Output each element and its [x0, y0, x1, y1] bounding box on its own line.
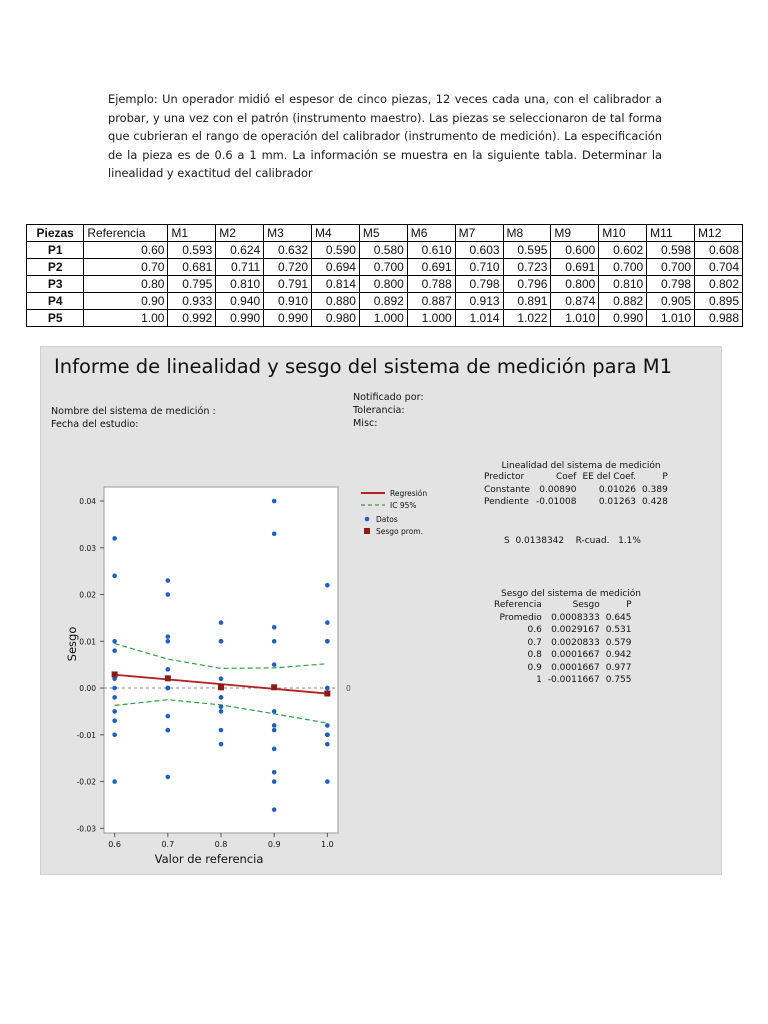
legend-swatch-sesgo [364, 528, 370, 534]
data-point [219, 704, 224, 709]
data-point [166, 775, 171, 780]
column-header: M7 [455, 225, 503, 242]
data-point [166, 634, 171, 639]
data-point [272, 709, 277, 714]
x-tick-label: 0.8 [214, 840, 228, 849]
bias-cell: 0.977 [605, 662, 632, 673]
table-cell: 0.980 [312, 310, 360, 327]
linearity-cell: 0.389 [642, 484, 668, 495]
data-point [219, 620, 224, 625]
column-header: M11 [647, 225, 695, 242]
y-tick-label: 0.00 [79, 684, 96, 694]
table-cell: 0.990 [599, 310, 647, 327]
meta-system-name: Nombre del sistema de medición : [51, 406, 216, 417]
table-row [27, 276, 743, 293]
table-cell: 0.602 [599, 242, 647, 259]
column-header: Referencia [84, 225, 168, 242]
data-point [112, 536, 117, 541]
table-cell: 0.895 [695, 293, 743, 310]
data-point [219, 695, 224, 700]
column-header: M4 [312, 225, 360, 242]
avg-bias-marker [165, 675, 171, 681]
table-cell: 0.990 [264, 310, 312, 327]
data-point [219, 676, 224, 681]
meta-study-date: Fecha del estudio: [51, 419, 139, 430]
table-cell: 0.796 [503, 276, 551, 293]
data-point [166, 592, 171, 597]
linearity-cell: 0.428 [642, 497, 668, 507]
data-point [166, 639, 171, 644]
linearity-cell: 0.01263 [598, 497, 637, 507]
data-point [112, 574, 117, 579]
table-cell: 0.691 [551, 259, 599, 276]
table-cell: 0.590 [312, 242, 360, 259]
y-axis-label: Sesgo [65, 626, 79, 662]
data-point [272, 779, 277, 784]
column-header: M1 [168, 225, 216, 242]
legend-swatch-datos [365, 517, 370, 522]
linearity-header: EE del Coef. [582, 472, 637, 482]
meta-reported-by: Notificado por: [353, 392, 424, 403]
table-header-row [27, 225, 743, 242]
bias-header: Sesgo [572, 600, 600, 610]
report-title: Informe de linealidad y sesgo del sistema de medición para M1 [54, 355, 673, 378]
rsq-value: 1.1% [618, 536, 641, 546]
table-cell: 0.791 [264, 276, 312, 293]
linearity-stats [481, 461, 681, 509]
column-header: M12 [695, 225, 743, 242]
avg-bias-marker [112, 671, 118, 677]
data-point [219, 728, 224, 733]
x-tick-label: 0.6 [108, 840, 122, 849]
x-tick-label: 1.0 [320, 840, 334, 849]
table-cell: 0.990 [216, 310, 264, 327]
legend-label-ic95: IC 95% [390, 501, 417, 510]
table-cell: 1.000 [359, 310, 407, 327]
y-tick-label: 0.04 [79, 497, 96, 507]
data-point [325, 779, 330, 784]
data-point [166, 667, 171, 672]
bias-cell: Promedio [499, 612, 542, 623]
meta-misc: Misc: [353, 418, 378, 429]
table-cell: 0.632 [264, 242, 312, 259]
linearity-row [481, 484, 671, 497]
bias-cell: 0.755 [605, 675, 632, 685]
linearity-header-row [481, 471, 671, 484]
data-point [112, 718, 117, 723]
table-cell: 0.608 [695, 242, 743, 259]
table-cell: 1.000 [407, 310, 455, 327]
linearity-cell: Constante [484, 484, 530, 495]
table-cell: 0.694 [312, 259, 360, 276]
table-row [27, 310, 743, 327]
intro-paragraph: Ejemplo: Un operador midió el espesor de cinco piezas, 12 veces cada una, con el calibrador a probar, y una vez con el patrón (instrumento maestro). Las piezas se seleccionaron de tal forma que cubrieran el rango de operación del calibrador (instrumento de medición). La especificación de la pieza es de 0.6 a 1 mm. La información se muestra en la siguiente tabla. Determinar la linealidad y exactitud del calibrador [108, 92, 662, 181]
bias-cell: 0.8 [527, 650, 542, 660]
linearity-header: Coef [555, 472, 577, 482]
table-cell: 0.720 [264, 259, 312, 276]
table-cell: 0.600 [551, 242, 599, 259]
meta-tolerance: Tolerancia: [353, 405, 405, 416]
avg-bias-marker [218, 684, 224, 690]
bias-cell: 0.9 [527, 662, 542, 673]
x-axis-label: Valor de referencia [154, 852, 264, 866]
table-cell: 0.595 [503, 242, 551, 259]
column-header: M10 [599, 225, 647, 242]
plot-area [104, 487, 338, 833]
table-cell: 0.814 [312, 276, 360, 293]
data-point [272, 747, 277, 752]
legend-label-datos: Datos [376, 515, 398, 524]
s-value: 0.0138342 [515, 536, 565, 546]
data-point [166, 578, 171, 583]
data-point [219, 709, 224, 714]
bias-cell: 0.0001667 [551, 650, 600, 660]
data-point [272, 625, 277, 630]
table-cell: 0.700 [599, 259, 647, 276]
x-tick-label: 0.7 [161, 840, 175, 849]
bias-title: Sesgo del sistema de medición [500, 589, 641, 599]
data-point [272, 499, 277, 504]
data-point [272, 639, 277, 644]
table-cell: 1.014 [455, 310, 503, 327]
linearity-header: P [662, 472, 668, 482]
data-point [112, 695, 117, 700]
bias-cell: 0.0020833 [551, 637, 600, 648]
table-cell: 0.874 [551, 293, 599, 310]
linearity-bias-report [40, 346, 722, 875]
row-label: P3 [27, 276, 84, 293]
table-cell: 0.700 [359, 259, 407, 276]
linearity-cell: -0.01008 [536, 497, 577, 507]
y-tick-label: 0.01 [79, 637, 96, 647]
avg-bias-marker [324, 691, 330, 697]
table-cell: 0.800 [551, 276, 599, 293]
data-point [272, 770, 277, 775]
linearity-cell: Pendiente [484, 497, 529, 507]
table-cell: 0.681 [168, 259, 216, 276]
column-header: M6 [407, 225, 455, 242]
bias-cell: 0.7 [527, 637, 542, 648]
table-cell: 0.580 [359, 242, 407, 259]
table-cell: 0.882 [599, 293, 647, 310]
bias-cell: 0.645 [605, 612, 632, 623]
table-cell: 0.810 [599, 276, 647, 293]
table-cell: 0.598 [647, 242, 695, 259]
table-cell: 0.910 [264, 293, 312, 310]
table-cell: 0.80 [84, 276, 168, 293]
table-cell: 0.798 [647, 276, 695, 293]
table-cell: 0.593 [168, 242, 216, 259]
data-point [325, 639, 330, 644]
table-cell: 0.610 [407, 242, 455, 259]
column-header: M9 [551, 225, 599, 242]
table-cell: 0.711 [216, 259, 264, 276]
y-tick-label: -0.02 [76, 777, 96, 787]
bias-cell: 0.942 [605, 650, 632, 660]
table-cell: 0.892 [359, 293, 407, 310]
table-cell: 0.880 [312, 293, 360, 310]
data-point [272, 807, 277, 812]
table-cell: 0.70 [84, 259, 168, 276]
linearity-cell: 0.00890 [539, 484, 577, 495]
data-point [325, 742, 330, 747]
table-cell: 0.788 [407, 276, 455, 293]
linearity-title: Linealidad del sistema de medición [501, 461, 661, 471]
column-header: M5 [359, 225, 407, 242]
measurements-table [26, 224, 743, 327]
table-row [27, 242, 743, 259]
table-cell: 0.90 [84, 293, 168, 310]
table-cell: 1.010 [551, 310, 599, 327]
linearity-cell: 0.01026 [598, 484, 637, 495]
legend-label-regresion: Regresión [390, 489, 428, 498]
data-point [166, 728, 171, 733]
table-cell: 0.795 [168, 276, 216, 293]
data-point [272, 723, 277, 728]
y-tick-label: -0.03 [76, 824, 96, 834]
bias-header: Referencia [494, 600, 542, 610]
row-label: P4 [27, 293, 84, 310]
data-point [112, 648, 117, 653]
bias-row [491, 637, 635, 650]
column-header: M2 [216, 225, 264, 242]
data-point [219, 639, 224, 644]
column-header: Piezas [27, 225, 84, 242]
column-header: M3 [264, 225, 312, 242]
row-label: P2 [27, 259, 84, 276]
bias-row [491, 662, 635, 675]
legend-label-sesgo: Sesgo prom. [376, 527, 423, 536]
data-point [112, 709, 117, 714]
data-point [325, 733, 330, 738]
data-point [325, 620, 330, 625]
data-point [219, 742, 224, 747]
table-cell: 0.723 [503, 259, 551, 276]
bias-row [491, 612, 635, 625]
bias-stats [491, 589, 651, 687]
bias-cell: 0.0001667 [551, 662, 600, 673]
bias-cell: 0.0029167 [551, 625, 600, 635]
table-cell: 0.940 [216, 293, 264, 310]
table-cell: 0.933 [168, 293, 216, 310]
bias-row [491, 649, 635, 662]
s-rsq-line [504, 536, 641, 546]
bias-table [491, 599, 635, 687]
data-point [166, 714, 171, 719]
y-tick-label: 0.03 [79, 543, 96, 553]
bias-row [491, 674, 635, 687]
table-cell: 0.988 [695, 310, 743, 327]
bias-cell: 0.0008333 [551, 612, 600, 623]
bias-header-row [491, 599, 635, 612]
data-point [325, 686, 330, 691]
bias-cell: 0.6 [527, 625, 542, 635]
table-cell: 0.60 [84, 242, 168, 259]
table-cell: 1.00 [84, 310, 168, 327]
data-point [166, 686, 171, 691]
data-point [112, 733, 117, 738]
column-header: M8 [503, 225, 551, 242]
chart-legend [361, 489, 427, 536]
bias-cell: 0.531 [605, 625, 632, 635]
linearity-row [481, 496, 671, 509]
s-label: S [504, 536, 510, 546]
table-cell: 0.710 [455, 259, 503, 276]
rsq-label: R-cuad. [575, 536, 610, 546]
zero-reference-label: 0 [346, 684, 351, 694]
linearity-header: Predictor [484, 472, 525, 482]
y-tick-label: 0.02 [79, 590, 96, 600]
table-cell: 0.704 [695, 259, 743, 276]
table-cell: 0.700 [647, 259, 695, 276]
table-cell: 0.992 [168, 310, 216, 327]
y-tick-label: -0.01 [76, 730, 96, 740]
avg-bias-marker [271, 684, 277, 690]
table-cell: 0.800 [359, 276, 407, 293]
data-point [112, 639, 117, 644]
table-row [27, 293, 743, 310]
table-cell: 1.010 [647, 310, 695, 327]
data-point [325, 583, 330, 588]
bias-header: P [626, 600, 632, 610]
table-row [27, 259, 743, 276]
data-point [272, 728, 277, 733]
bias-cell: 1 [536, 675, 542, 685]
data-point [325, 723, 330, 728]
table-cell: 0.802 [695, 276, 743, 293]
table-cell: 0.891 [503, 293, 551, 310]
table-cell: 0.603 [455, 242, 503, 259]
table-cell: 0.798 [455, 276, 503, 293]
bias-row [491, 624, 635, 637]
data-point [272, 531, 277, 536]
bias-cell: -0.0011667 [547, 675, 600, 685]
data-point [112, 686, 117, 691]
table-cell: 0.887 [407, 293, 455, 310]
data-point [112, 779, 117, 784]
table-cell: 1.022 [503, 310, 551, 327]
table-cell: 0.810 [216, 276, 264, 293]
linearity-table [481, 471, 671, 509]
bias-cell: 0.579 [605, 637, 632, 648]
row-label: P1 [27, 242, 84, 259]
table-cell: 0.913 [455, 293, 503, 310]
data-point [272, 662, 277, 667]
x-tick-label: 0.9 [267, 840, 281, 849]
table-cell: 0.624 [216, 242, 264, 259]
row-label: P5 [27, 310, 84, 327]
table-cell: 0.905 [647, 293, 695, 310]
table-cell: 0.691 [407, 259, 455, 276]
table-body [27, 242, 743, 327]
